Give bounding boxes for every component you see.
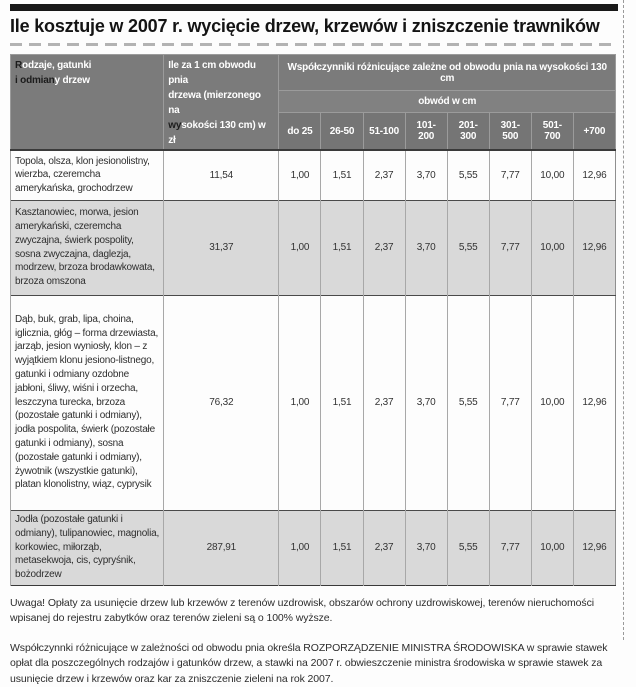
table-header [11, 55, 616, 151]
coeff-cell: 1,00 [279, 295, 321, 510]
circumference-subheader: obwód w cm [279, 91, 616, 113]
coeff-cell: 2,37 [363, 150, 405, 200]
coefficients-header: Współczynniki różnicujące zależne od obwodu pnia na wysokości 130 cm [279, 55, 616, 91]
page-title: Ile kosztuje w 2007 r. wycięcie drzew, krzewów i zniszczenie trawników [10, 16, 620, 37]
legal-note: Współczynnki różnicujące w zależności od obwodu pnia określa ROZPORZĄDZENIE MINISTRA ŚRODOWISKA w sprawie stawek opłat dla poszczególnych rodzajów i gatunków drzew, a stawki na 2007 r. obwieszczenie ministra środowiska w sprawie stawek za usunięcie drzew i krzewów oraz kar za zniszczenie zieleni na rok 2007. [10, 641, 614, 687]
species-header-highlight: R [15, 60, 22, 71]
coeff-cell: 1,00 [279, 510, 321, 585]
coeff-cell: 3,70 [405, 295, 447, 510]
coeff-cell: 2,37 [363, 295, 405, 510]
coeff-cell: 2,37 [363, 510, 405, 585]
coeff-cell: 5,55 [447, 510, 489, 585]
price-table [10, 54, 616, 586]
dashed-separator [10, 43, 618, 46]
coeff-cell: 3,70 [405, 200, 447, 295]
coeff-cell: 5,55 [447, 150, 489, 200]
coeff-cell: 10,00 [531, 200, 573, 295]
range-header: do 25 [279, 113, 321, 150]
coeff-cell: 7,77 [489, 150, 531, 200]
price-column-header: Ile za 1 cm obwodu pnia drzewa (mierzonego na wysokości 130 cm) w zł [164, 55, 279, 151]
coeff-cell: 7,77 [489, 295, 531, 510]
top-rule [10, 4, 618, 11]
coeff-cell: 1,00 [279, 200, 321, 295]
coeff-cell: 10,00 [531, 295, 573, 510]
range-header: 301-500 [489, 113, 531, 150]
coeff-cell: 7,77 [489, 510, 531, 585]
table-row [11, 295, 616, 510]
coeff-cell: 12,96 [573, 510, 615, 585]
table-row [11, 510, 616, 585]
species-cell: Jodła (pozostałe gatunki i odmiany), tulipanowiec, magnolia, korkowiec, miłorząb, metasekwoja, cis, cypryśnik, bożodrzew [11, 510, 164, 585]
coeff-cell: 3,70 [405, 150, 447, 200]
range-header: 201-300 [447, 113, 489, 150]
coeff-cell: 5,55 [447, 295, 489, 510]
cut-line [623, 0, 624, 640]
range-header: 101-200 [405, 113, 447, 150]
species-column-header: Rodzaje, gatunki i odmiany drzew [11, 55, 164, 151]
warning-note: Uwaga! Opłaty za usunięcie drzew lub krzewów z terenów uzdrowisk, obszarów ochrony uzdrowiskowej, terenów nieruchomości wpisanej do rejestru zabytków oraz terenów zieleni są o 100% wyższe. [10, 596, 614, 627]
species-header-highlight: i odmian [15, 75, 55, 86]
price-cell: 76,32 [164, 295, 279, 510]
coeff-cell: 1,51 [321, 510, 363, 585]
price-header-highlight: wy [168, 120, 181, 131]
price-cell: 11,54 [164, 150, 279, 200]
species-cell: Kasztanowiec, morwa, jesion amerykański, czeremcha zwyczajna, świerk pospolity, sosna zwyczajna, daglezja, modrzew, brzoza brodawkowata, brzoza omszona [11, 200, 164, 295]
range-header: +700 [573, 113, 615, 150]
price-cell: 287,91 [164, 510, 279, 585]
table-row [11, 150, 616, 200]
species-cell: Topola, olsza, klon jesionolistny, wierzba, czeremcha amerykańska, grochodrzew [11, 150, 164, 200]
coeff-cell: 1,00 [279, 150, 321, 200]
coeff-cell: 1,51 [321, 200, 363, 295]
coeff-cell: 2,37 [363, 200, 405, 295]
range-header: 51-100 [363, 113, 405, 150]
coeff-cell: 12,96 [573, 295, 615, 510]
coeff-cell: 1,51 [321, 150, 363, 200]
table-row [11, 200, 616, 295]
coeff-cell: 7,77 [489, 200, 531, 295]
coeff-cell: 10,00 [531, 510, 573, 585]
species-cell: Dąb, buk, grab, lipa, choina, iglicznia, głóg – forma drzewiasta, jarząb, jesion wyniosły, klon – z wyjątkiem klonu jesiono-listnego, gatunki i odmiany ozdobne jabłoni, śliwy, wiśni i orzecha, leszczyna turecka, brzoza (pozostałe gatunki i odmiany), jodła pospolita, świerk (pozostałe gatunki i odmiany), sosna (pozostałe gatunki i odmiany), żywotnik (wszystkie gatunki), platan klonolistny, wiąz, cyprysik [11, 295, 164, 510]
coeff-cell: 10,00 [531, 150, 573, 200]
coeff-cell: 12,96 [573, 200, 615, 295]
coeff-cell: 5,55 [447, 200, 489, 295]
coeff-cell: 12,96 [573, 150, 615, 200]
range-header: 26-50 [321, 113, 363, 150]
range-header: 501-700 [531, 113, 573, 150]
coeff-cell: 3,70 [405, 510, 447, 585]
price-cell: 31,37 [164, 200, 279, 295]
coeff-cell: 1,51 [321, 295, 363, 510]
